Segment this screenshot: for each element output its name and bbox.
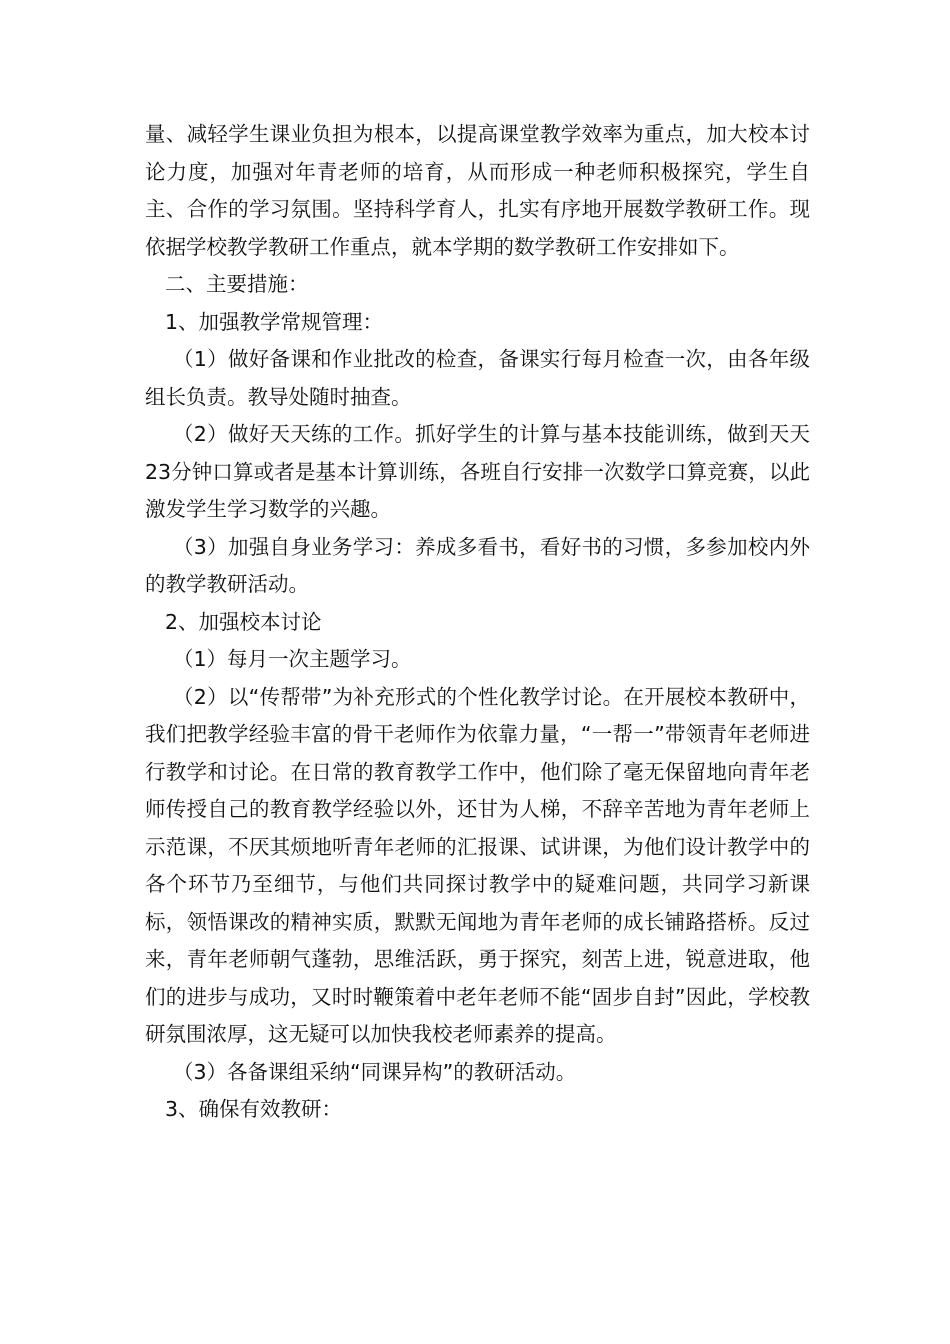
item-daily-practice: （2）做好天天练的工作。抓好学生的计算与基本技能训练，做到天天23分钟口算或者是基本计算训练，各班自行安排一次数学口算竞赛，以此激发学生学习数学的兴趣。 (145, 422, 810, 521)
item-self-study: （3）加强自身业务学习：养成多看书，看好书的习惯，多参加校内外的教学教研活动。 (145, 534, 810, 596)
document-body (145, 116, 810, 1129)
section-heading-main-measures: 二、主要措施： (165, 272, 309, 296)
item-lesson-plan-check: （1）做好备课和作业批改的检查，备课实行每月检查一次，由各年级组长负责。教导处随时抽查。 (145, 347, 810, 409)
subheading-teaching-routine: 1、加强教学常规管理： (165, 309, 384, 334)
intro-paragraph: 量、减轻学生课业负担为根本，以提高课堂教学效率为重点，加大校本讨论力度，加强对年青老师的培育，从而形成一种老师积极探究，学生自主、合作的学习氛围。坚持科学育人，扎实有序地开展数学教研工作。现依据学校教学教研工作重点，就本学期的数学教研工作安排如下。 (145, 122, 810, 259)
item-mentoring: （2）以“传帮带”为补充形式的个性化教学讨论。在开展校本教研中，我们把教学经验丰富的骨干老师作为依靠力量，“一帮一”带领青年老师进行教学和讨论。在日常的教育教学工作中，他们除了毫无保留地向青年老师传授自己的教育教学经验以外，还甘为人梯，不辞辛苦地为青年老师上示范课，不厌其烦地听青年老师的汇报课、试讲课，为他们设计教学中的各个环节乃至细节，与他们共同探讨教学中的疑难问题，共同学习新课标，领悟课改的精神实质，默默无闻地为青年老师的成长铺路搭桥。反过来，青年老师朝气蓬勃，思维活跃，勇于探究，刻苦上进，锐意进取，他们的进步与成功，又时时鞭策着中老年老师不能“固步自封”因此，学校教研氛围浓厚，这无疑可以加快我校老师素养的提高。 (145, 684, 810, 1046)
subheading-school-based-discussion: 2、加强校本讨论 (165, 609, 322, 634)
subheading-effective-research: 3、确保有效教研： (165, 1097, 343, 1121)
item-monthly-study: （1）每月一次主题学习。 (173, 647, 412, 671)
item-same-lesson: （3）各备课组采纳“同课异构”的教研活动。 (173, 1059, 577, 1084)
